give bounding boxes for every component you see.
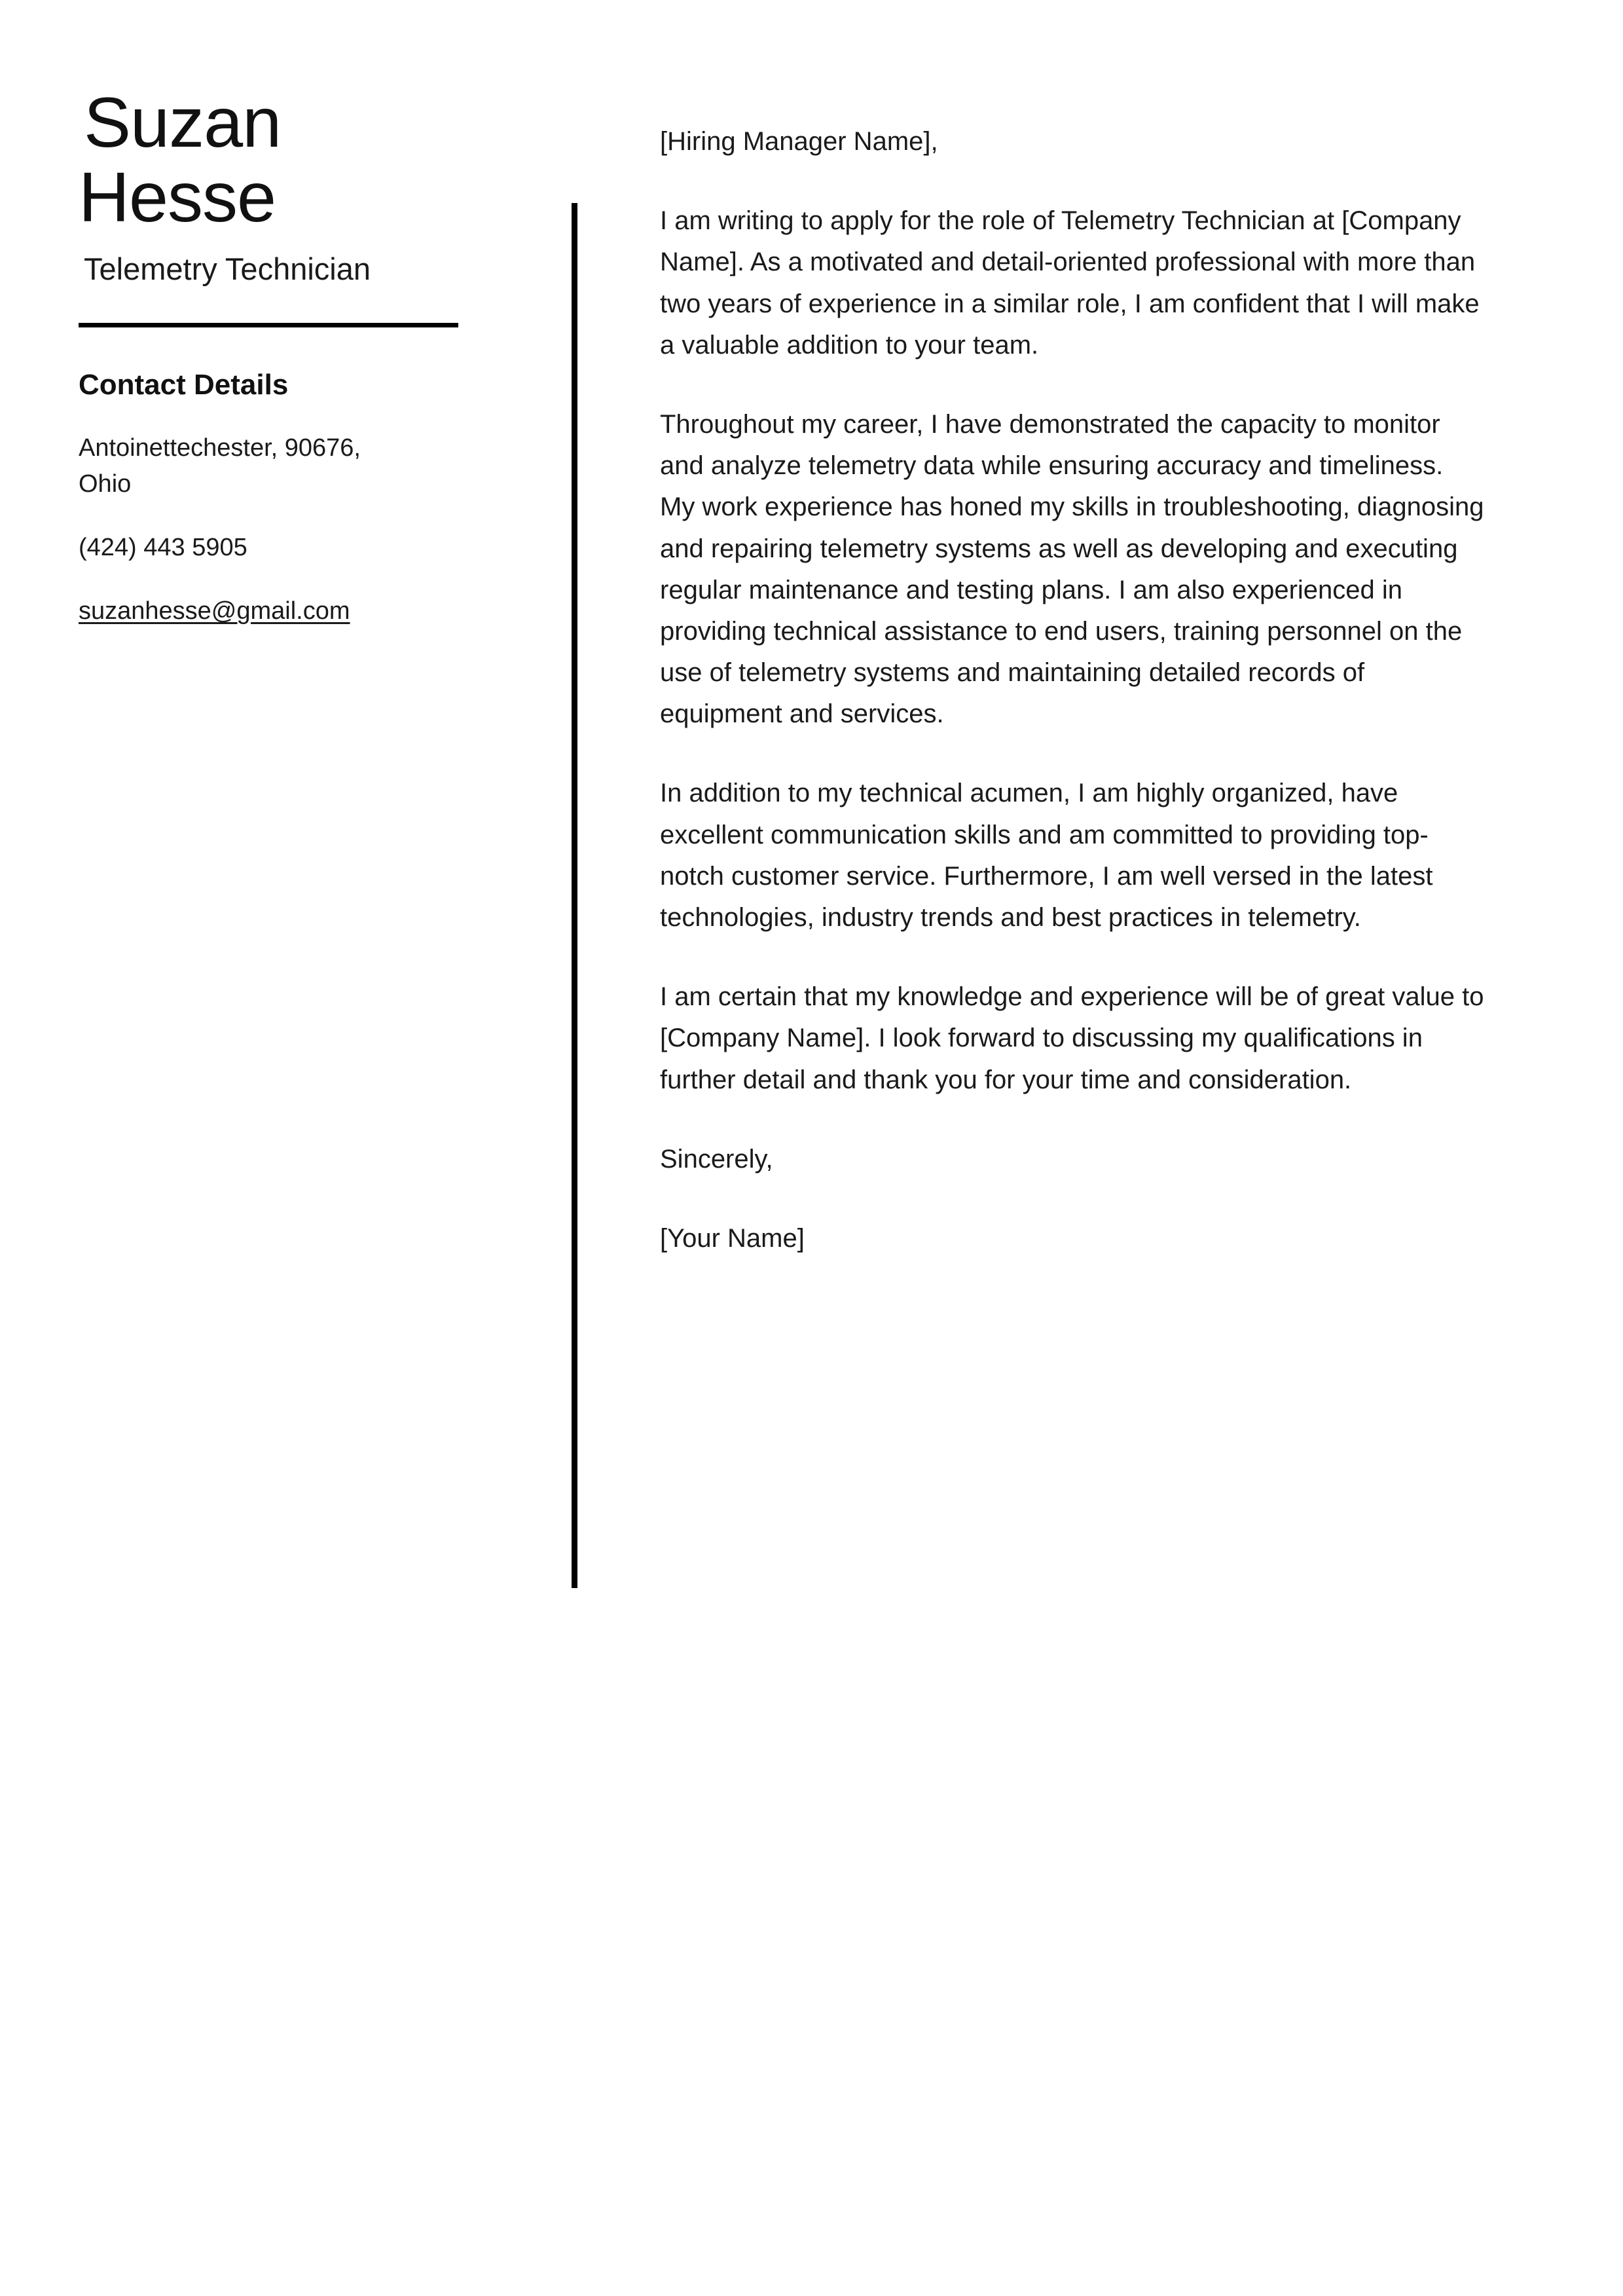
contact-email[interactable]: suzanhesse@gmail.com (79, 597, 350, 625)
contact-details-heading: Contact Details (79, 369, 289, 401)
letter-body (660, 121, 1485, 1259)
column-divider (572, 203, 577, 1588)
letter-signature: [Your Name] (660, 1223, 805, 1253)
last-name: Hesse (79, 157, 276, 237)
first-name: Suzan (84, 83, 282, 162)
letter-closing: Sincerely, (660, 1144, 773, 1174)
letter-paragraph-1: I am writing to apply for the role of Telemetry Technician at [Company Name]. As a motivated and detail-oriented professional with more than two years of experience in a similar role, I am confident that I will make a valuable addition to your team. (660, 206, 1480, 360)
contact-phone[interactable]: (424) 443 5905 (79, 534, 247, 562)
contact-details-list (79, 430, 471, 629)
applicant-name (79, 85, 471, 235)
letter-paragraph-4: I am certain that my knowledge and experience will be of great value to [Company Name]. I look forward to discussing my qualifications in further detail and thank you for your time and consideration. (660, 982, 1484, 1094)
job-title: Telemetry Technician (84, 251, 371, 286)
letter-paragraph-2: Throughout my career, I have demonstrated the capacity to monitor and analyze telemetry data while ensuring accuracy and timeliness. My work experience has honed my skills in troubleshooting, diagnosing and repairing telemetry systems as well as developing and executing regular maintenance and testing plans. I am also experienced in providing technical assistance to end users, training personnel on the use of telemetry systems and maintaining detailed records of equipment and services. (660, 409, 1484, 729)
sidebar (79, 85, 471, 630)
letter-paragraph-3: In addition to my technical acumen, I am highly organized, have excellent communication skills and am committed to providing top-notch customer service. Furthermore, I am well versed in the latest technologies, industry trends and best practices in telemetry. (660, 779, 1433, 932)
contact-address: Antoinettechester, 90676, Ohio (79, 434, 361, 498)
letter-salutation: [Hiring Manager Name], (660, 127, 938, 156)
sidebar-divider (79, 323, 458, 327)
